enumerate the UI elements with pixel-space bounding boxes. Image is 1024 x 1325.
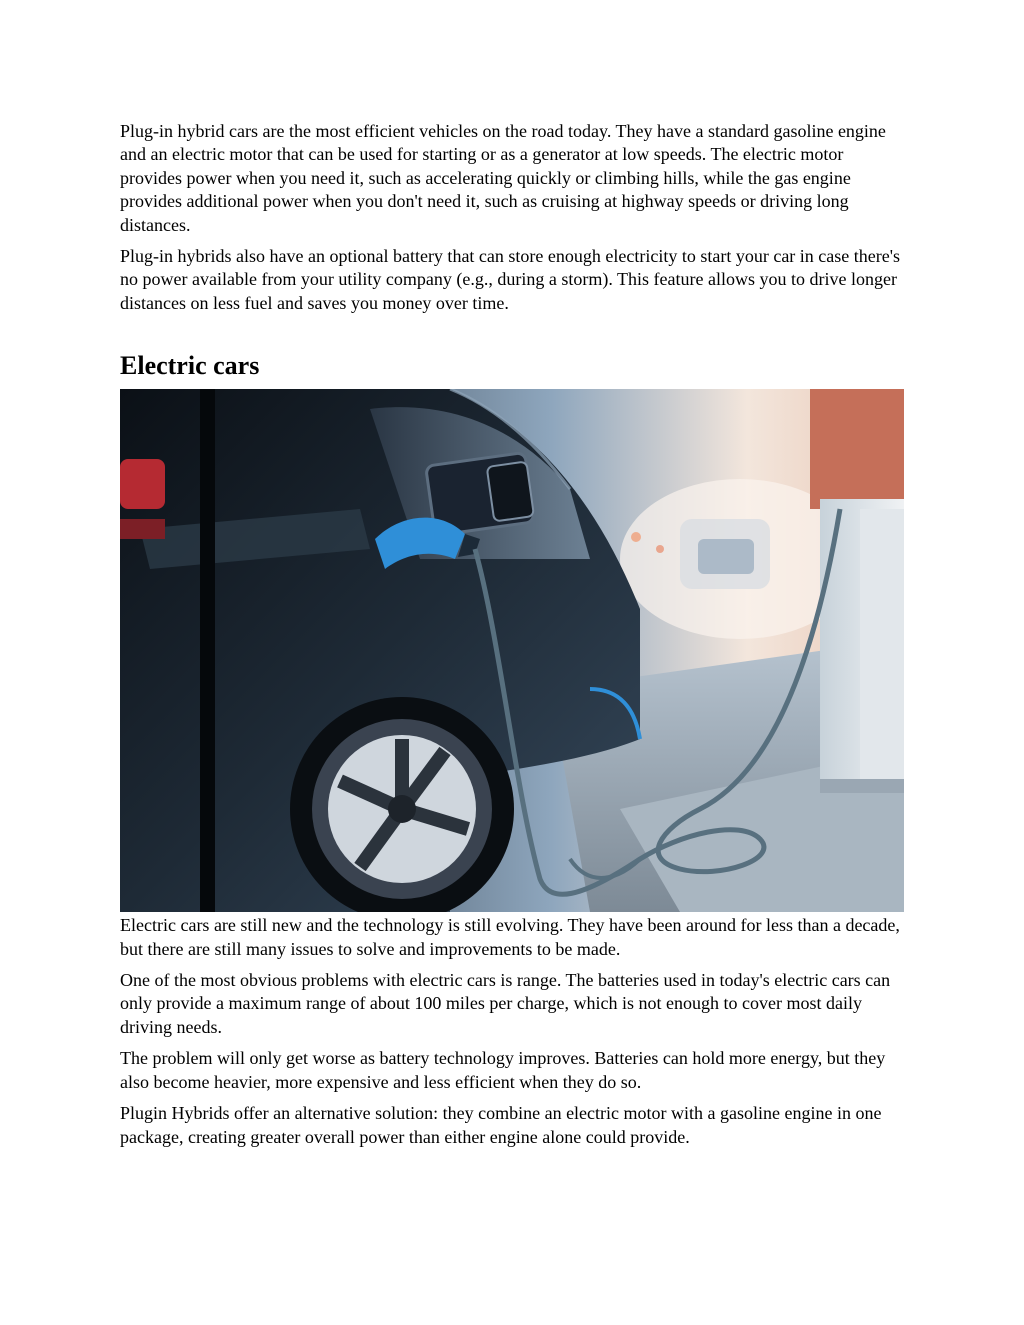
intro-paragraph-2: Plug-in hybrids also have an optional battery that can store enough electricity to start your car in case there's no power available from your utility company (e.g., during a storm). This feature allows you to drive longer distances on less fuel and saves you money over time. [120,246,900,313]
section-paragraph-2: One of the most obvious problems with electric cars is range. The batteries used in today's electric cars can only provide a maximum range of about 100 miles per charge, which is not enough to cover most daily driving needs. [120,970,891,1037]
section-paragraph-3: The problem will only get worse as battery technology improves. Batteries can hold more energy, but they also become heavier, more expensive and less efficient when they do so. [120,1048,886,1092]
document-page [120,120,905,1157]
section-paragraph-1: Electric cars are still new and the technology is still evolving. They have been around for less than a decade, but there are still many issues to solve and improvements to be made. [120,915,900,959]
section-heading: Electric cars [120,351,260,381]
electric-car-charging-photo [120,389,904,912]
section-paragraph-4: Plugin Hybrids offer an alternative solution: they combine an electric motor with a gasoline engine in one package, creating greater overall power than either engine alone could provide. [120,1103,882,1147]
intro-paragraph-1: Plug-in hybrid cars are the most efficient vehicles on the road today. They have a standard gasoline engine and an electric motor that can be used for starting or as a generator at low speeds. The electric motor provides power when you need it, such as accelerating quickly or climbing hills, while the gas engine provides additional power when you don't need it, such as cruising at highway speeds or driving long distances. [120,121,886,235]
